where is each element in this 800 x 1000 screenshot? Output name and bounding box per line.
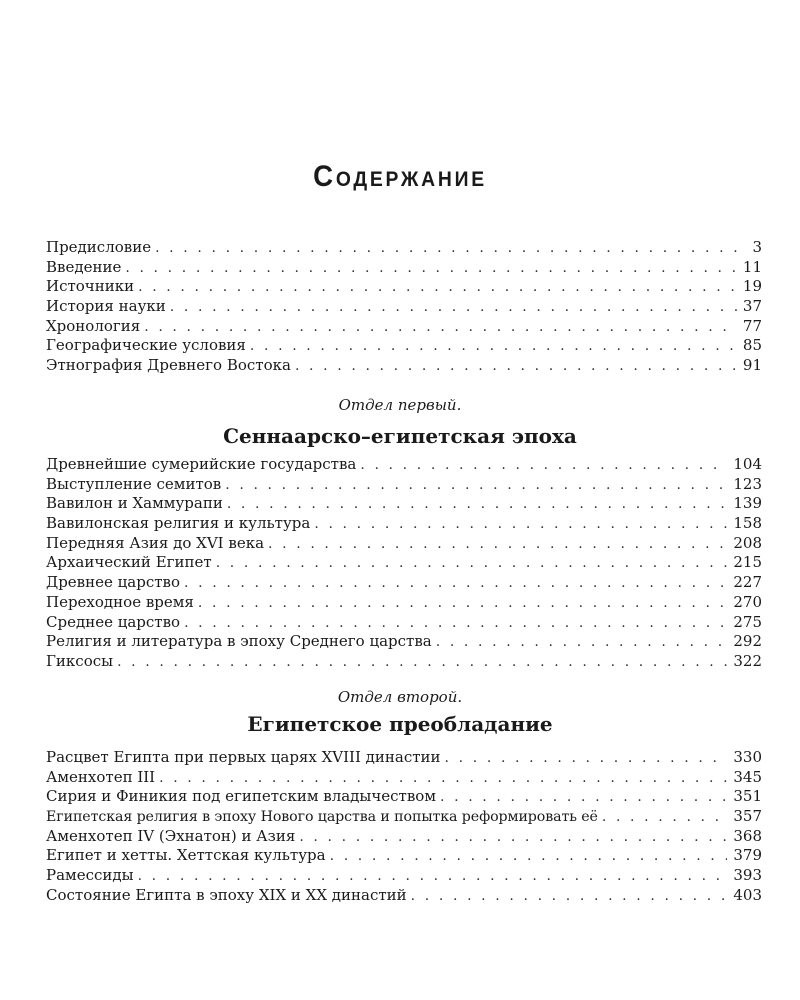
entry-page: 322 [733,651,762,670]
entry-title: Сирия и Финикия под египетским владычеством [46,787,436,806]
leader-dots [299,828,727,848]
entry-title: Вавилонская религия и культура [46,514,311,533]
entry-title: Географические условия [46,336,246,355]
entry-page: 351 [733,787,762,806]
leader-dots [225,476,727,496]
section1-kicker: Отдел первый. [338,396,462,414]
toc-entry[interactable] [46,336,762,356]
entry-page: 357 [733,807,762,826]
toc-entry[interactable] [46,787,762,807]
entry-title: Египетская религия в эпоху Нового царства и попытка реформировать её [46,809,598,826]
entry-title: Архаический Египет [46,553,212,572]
entry-title: Аменхотеп III [46,767,156,786]
toc-entry[interactable] [46,846,762,866]
toc-entry[interactable] [46,807,762,827]
entry-page: 403 [733,885,762,904]
toc-entry[interactable] [46,593,762,613]
toc-entry[interactable] [46,277,762,297]
entry-title: Переходное время [46,592,194,611]
entry-title: Хронология [46,316,141,335]
entry-title: Этнография Древнего Востока [46,356,291,375]
entry-page: 139 [733,494,762,513]
toc-entry[interactable] [46,652,762,672]
entry-page: 158 [733,514,762,533]
leader-dots [216,554,728,574]
leader-dots [159,769,727,789]
toc-entry[interactable] [46,317,762,337]
toc-entry[interactable] [46,553,762,573]
entry-title: Среднее царство [46,612,181,631]
entry-title: Источники [46,277,135,296]
leader-dots [170,298,737,318]
entry-title: История науки [46,297,166,316]
entry-page: 330 [733,748,762,766]
entry-page: 393 [733,866,762,885]
leader-dots [295,357,737,377]
entry-page: 104 [733,455,762,473]
toc-entry[interactable] [46,494,762,514]
leader-dots [155,239,746,259]
entry-title: Состояние Египта в эпоху XIX и XX династий [46,885,407,904]
leader-dots [602,808,728,828]
entry-title: Египет и хетты. Хеттская культура [46,846,326,865]
entry-page: 77 [742,316,762,335]
entry-title: Древнее царство [46,573,181,592]
entry-title: Гиксосы [46,651,114,670]
toc-entry[interactable] [46,258,762,278]
page-title: Содержание [313,160,487,193]
entry-page: 275 [733,612,762,631]
leader-dots [138,278,737,298]
leader-dots [411,887,728,907]
entry-title: Вавилон и Хаммурапи [46,494,223,513]
leader-dots [227,495,728,515]
entry-title: Аменхотеп IV (Эхнатон) и Азия [46,826,296,845]
toc-entry[interactable] [46,238,762,258]
leader-dots [144,318,737,338]
leader-dots [117,653,727,673]
entry-title: Предисловие [46,238,152,256]
leader-dots [445,749,728,769]
entry-title: Выступление семитов [46,474,222,493]
entry-title: Введение [46,257,122,276]
section2-kicker: Отдел второй. [337,688,463,706]
toc-entry[interactable] [46,632,762,652]
entry-page: 227 [733,573,762,592]
section1-list [46,455,762,672]
leader-dots [184,574,727,594]
entry-page: 208 [733,533,762,552]
leader-dots [440,788,727,808]
toc-entry[interactable] [46,534,762,554]
entry-page: 379 [733,846,762,865]
entry-page: 292 [733,632,762,651]
toc-entry[interactable] [46,573,762,593]
leader-dots [330,847,728,867]
toc-entry[interactable] [46,613,762,633]
entry-title: Древнейшие сумерийские государства [46,455,357,473]
toc-entry[interactable] [46,748,762,768]
toc-entry[interactable] [46,886,762,906]
toc-entry[interactable] [46,866,762,886]
entry-title: Религия и литература в эпоху Среднего царства [46,632,432,651]
section2-heading: Египетское преобладание [247,712,553,736]
leader-dots [250,337,737,357]
toc-entry[interactable] [46,455,762,475]
leader-dots [360,456,727,476]
entry-page: 11 [742,257,762,276]
entry-page: 345 [733,767,762,786]
entry-page: 123 [733,474,762,493]
toc-entry[interactable] [46,768,762,788]
leader-dots [184,614,727,634]
entry-page: 37 [742,297,762,316]
toc-entry[interactable] [46,297,762,317]
entry-title: Рамессиды [46,866,134,885]
leader-dots [436,633,728,653]
entry-page: 3 [752,238,762,256]
toc-entry[interactable] [46,514,762,534]
leader-dots [125,259,737,279]
toc-entry[interactable] [46,356,762,376]
entry-page: 215 [733,553,762,572]
toc-entry[interactable] [46,827,762,847]
entry-title: Передняя Азия до XVI века [46,533,265,552]
section1-heading: Сеннаарско–египетская эпоха [223,424,577,448]
entry-page: 85 [742,336,762,355]
leader-dots [198,594,727,614]
section2-list [46,748,762,906]
entry-title: Расцвет Египта при первых царях XVIII династии [46,748,441,766]
entry-page: 19 [742,277,762,296]
leader-dots [138,867,728,887]
intro-list [46,238,762,376]
leader-dots [268,535,727,555]
entry-page: 91 [742,356,762,375]
leader-dots [314,515,727,535]
toc-entry[interactable] [46,475,762,495]
entry-page: 270 [733,592,762,611]
entry-page: 368 [733,826,762,845]
